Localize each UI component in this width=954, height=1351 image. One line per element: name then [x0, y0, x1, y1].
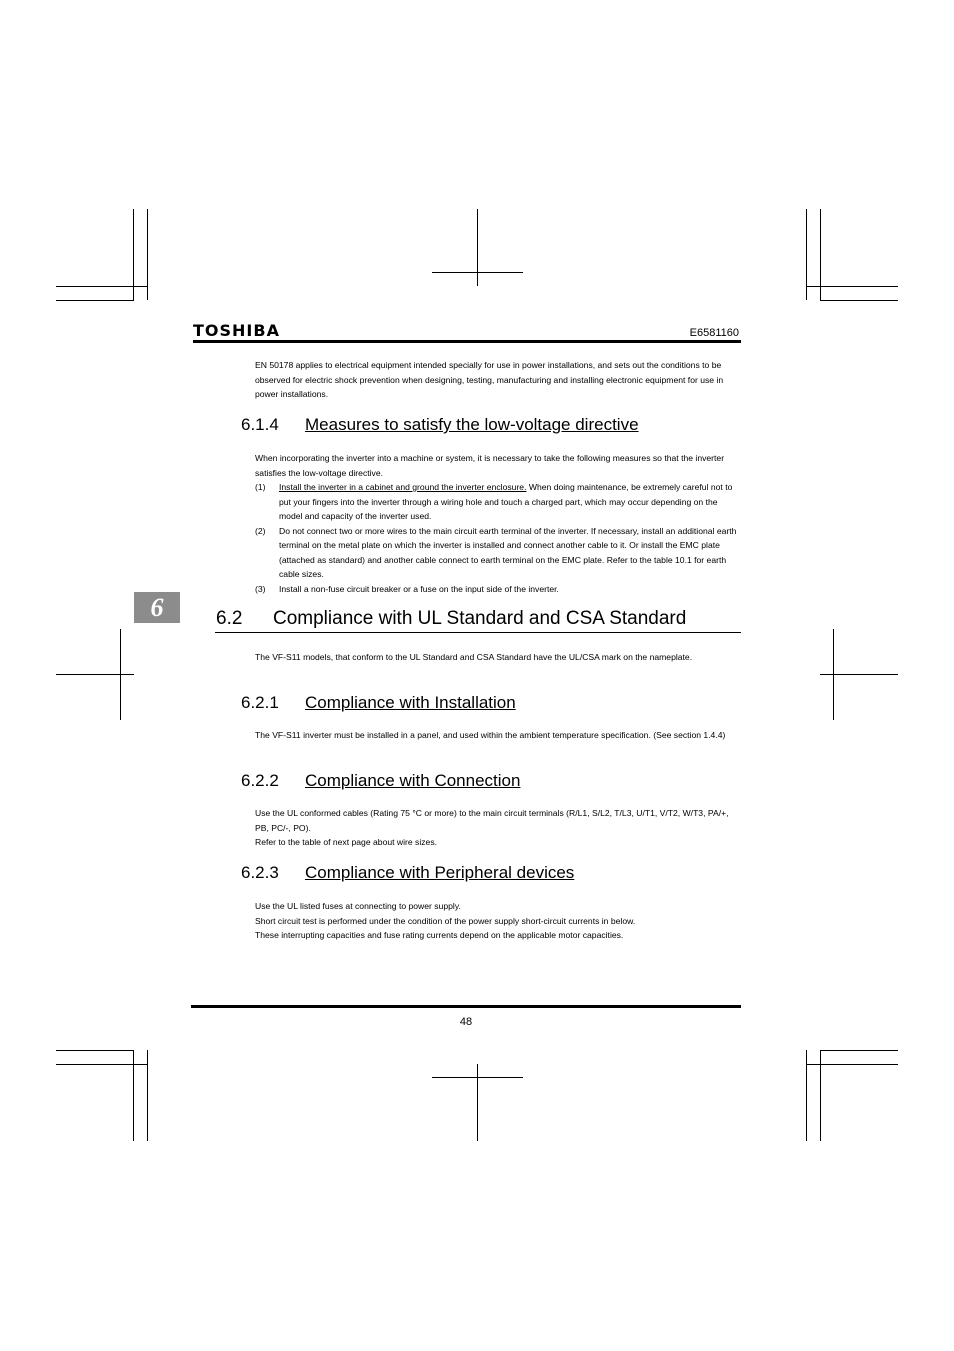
s614-list [255, 480, 740, 596]
s614-lead: When incorporating the inverter into a machine or system, it is necessary to take the following measures so that the inverter satisfies the low-voltage directive. [255, 453, 725, 478]
heading-6-2-3: 6.2.3 Compliance with Peripheral devices [241, 863, 575, 882]
intro-paragraph: EN 50178 applies to electrical equipment intended specially for use in power installations, and sets out the conditions to be observed for electric shock prevention when designing, testing, manufacturing and installing electronic equipment for use in power installations. [255, 360, 724, 399]
heading-6-2-2: 6.2.2 Compliance with Connection [241, 771, 521, 790]
heading-6-2-1: 6.2.1 Compliance with Installation [241, 693, 516, 712]
section-rule [215, 632, 741, 633]
page-number: 48 [459, 1016, 473, 1028]
heading-6-2: 6.2 Compliance with UL Standard and CSA Standard [216, 608, 687, 629]
toshiba-logo: TOSHIBA [193, 321, 280, 340]
footer-rule [191, 1005, 741, 1008]
list-item: (3) Install a non-fuse circuit breaker or a fuse on the input side of the inverter. [255, 583, 559, 594]
list-item: (1) Install the inverter in a cabinet and ground the inverter enclosure. When doing maintenance, be extremely careful not to put your fingers into the inverter through a wiring hole and touch a charged part, which may occur depending on the model and capacity of the inverter used. [255, 482, 733, 521]
s62-lead: The VF-S11 models, that conform to the UL Standard and CSA Standard have the UL/CSA mark on the nameplate. [255, 652, 693, 662]
list-item: (2) Do not connect two or more wires to the main circuit earth terminal of the inverter. If necessary, install an additional earth terminal on the metal plate on which the inverter is installed and connect another cable to it. Or install the EMC plate (attached as standard) and another cable connect to earth terminal on the EMC plate. Refer to the table 10.1 for earth cable sizes. [255, 525, 737, 579]
heading-6-1-4: 6.1.4 Measures to satisfy the low-voltage directive [241, 415, 639, 434]
s622-text: Use the UL conformed cables (Rating 75 °C or more) to the main circuit terminals (R/L1, S/L2, T/L3, U/T1, V/T2, W/T3, PA/+, PB, PC/-, PO). Refer to the table of next page about wire sizes. [255, 808, 729, 847]
document-number: E6581160 [689, 327, 739, 339]
chapter-tab: 6 [134, 592, 180, 623]
s623-text: Use the UL listed fuses at connecting to power supply. Short circuit test is performed under the condition of the power supply short-circuit currents in below. These interrupting capacities and fuse rating currents depend on the applicable motor capacities. [255, 901, 636, 940]
s621-text: The VF-S11 inverter must be installed in a panel, and used within the ambient temperature specification. (See section 1.4.4) [255, 730, 726, 740]
header-rule [193, 340, 741, 343]
